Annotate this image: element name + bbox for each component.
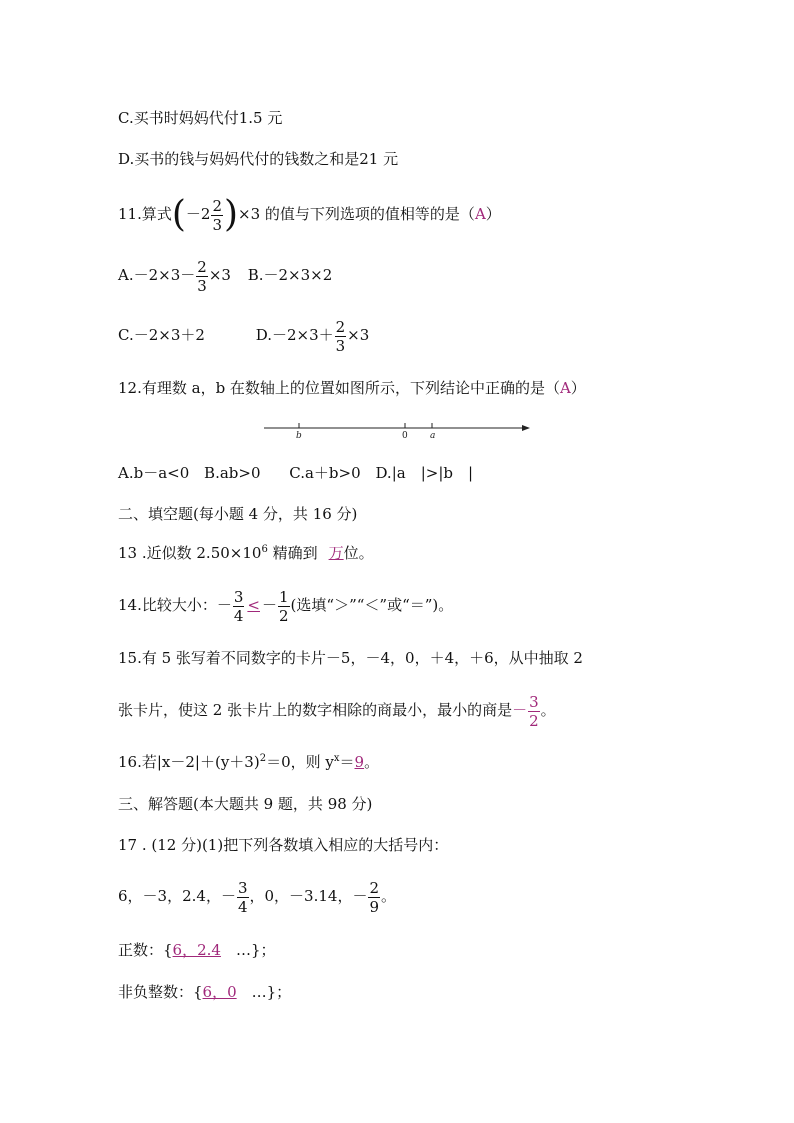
q11-inner: －2 (185, 205, 211, 223)
label-zero: 0 (402, 431, 408, 441)
q12-option-a: A.b－a<0 (118, 464, 190, 482)
q12-stem: 12.有理数 a，b 在数轴上的位置如图所示，下列结论中正确的是（A） (118, 379, 586, 397)
q12-answer: A (559, 379, 571, 397)
q16-answer: 9 (354, 753, 365, 771)
q11-stem (118, 196, 501, 234)
q10-option-c: C.买书时妈妈代付1.5 元 (118, 109, 283, 127)
q15-line1: 15.有 5 张写着不同数字的卡片－5，－4，0，＋4，＋6，从中抽取 2 (118, 649, 583, 667)
q17-positive: 正数：{6，2.4 …}； (118, 941, 276, 959)
q17-stem: 17 . (12 分)(1)把下列各数填入相应的大括号内： (118, 836, 449, 854)
q11-options-row2 (118, 315, 369, 355)
q11-option-a: A.－2×3－ $\frac{2}{3}$ ×3 (118, 257, 231, 295)
q15-line2: 张卡片，使这 2 张卡片上的数字相除的商最小，最小的商是－ $\frac{3}{2}$ 。 (118, 692, 556, 730)
number-line (262, 418, 532, 442)
q17-numbers: 6，－3，2.4，－ $\frac{3}{4}$ ，0，－3.14，－ $\frac{2}{9}$ 。 (118, 878, 397, 916)
q11-fraction: $\frac{2}{3}$ (212, 196, 222, 234)
right-paren: ) (224, 194, 239, 235)
q12-options (118, 463, 473, 483)
label-a: a (430, 431, 436, 441)
q12-option-d: D.|a |>|b | (375, 464, 474, 482)
arrow-icon (522, 425, 530, 431)
q11-answer: A (474, 205, 486, 223)
q12-option-b: B.ab>0 (204, 464, 261, 482)
q11-option-d: D.－2×3＋ $\frac{2}{3}$ ×3 (255, 317, 370, 355)
q13-answer: 万 (328, 544, 344, 562)
left-paren: ( (171, 194, 186, 235)
nonnegative-answer: 6，0 (202, 983, 237, 1001)
q11-option-b: B.－2×3×2 (247, 266, 333, 284)
q14-answer: < (247, 596, 260, 614)
q17-nonnegative: 非负整数：{6，0 …}； (118, 983, 292, 1001)
q16: 16.若$|x-2|+(y+3)^2=0$，则 $y^x=9$。 (118, 753, 380, 771)
q11-stem-b: ×3 的值与下列选项的值相等的是（ (238, 205, 475, 223)
q12-option-c: C.a＋b>0 (289, 464, 361, 482)
q11-option-c: C.－2×3＋2 (118, 326, 205, 344)
q11-stem-end: ） (485, 205, 501, 223)
q13: 13 .近似数 $2.50\times 10^6$ 精确到 万位。 (118, 544, 374, 562)
q10-option-d: D.买书的钱与妈妈代付的钱数之和是21 元 (118, 150, 399, 168)
section-2-title: 二、填空题(每小题 4 分，共 16 分) (118, 505, 358, 523)
label-b: b (296, 431, 302, 441)
q15-answer: $\frac{3}{2}$ (529, 692, 539, 730)
positive-answer: 6，2.4 (172, 941, 221, 959)
q14: 14.比较大小：－ $\frac{3}{4}$ < － $\frac{1}{2}$ (选填“＞”“＜”或“＝”)。 (118, 587, 454, 625)
section-3-title: 三、解答题(本大题共 9 题，共 98 分) (118, 795, 373, 813)
q11-options-row1 (118, 255, 332, 295)
q11-prefix: 11.算式 (118, 205, 172, 223)
